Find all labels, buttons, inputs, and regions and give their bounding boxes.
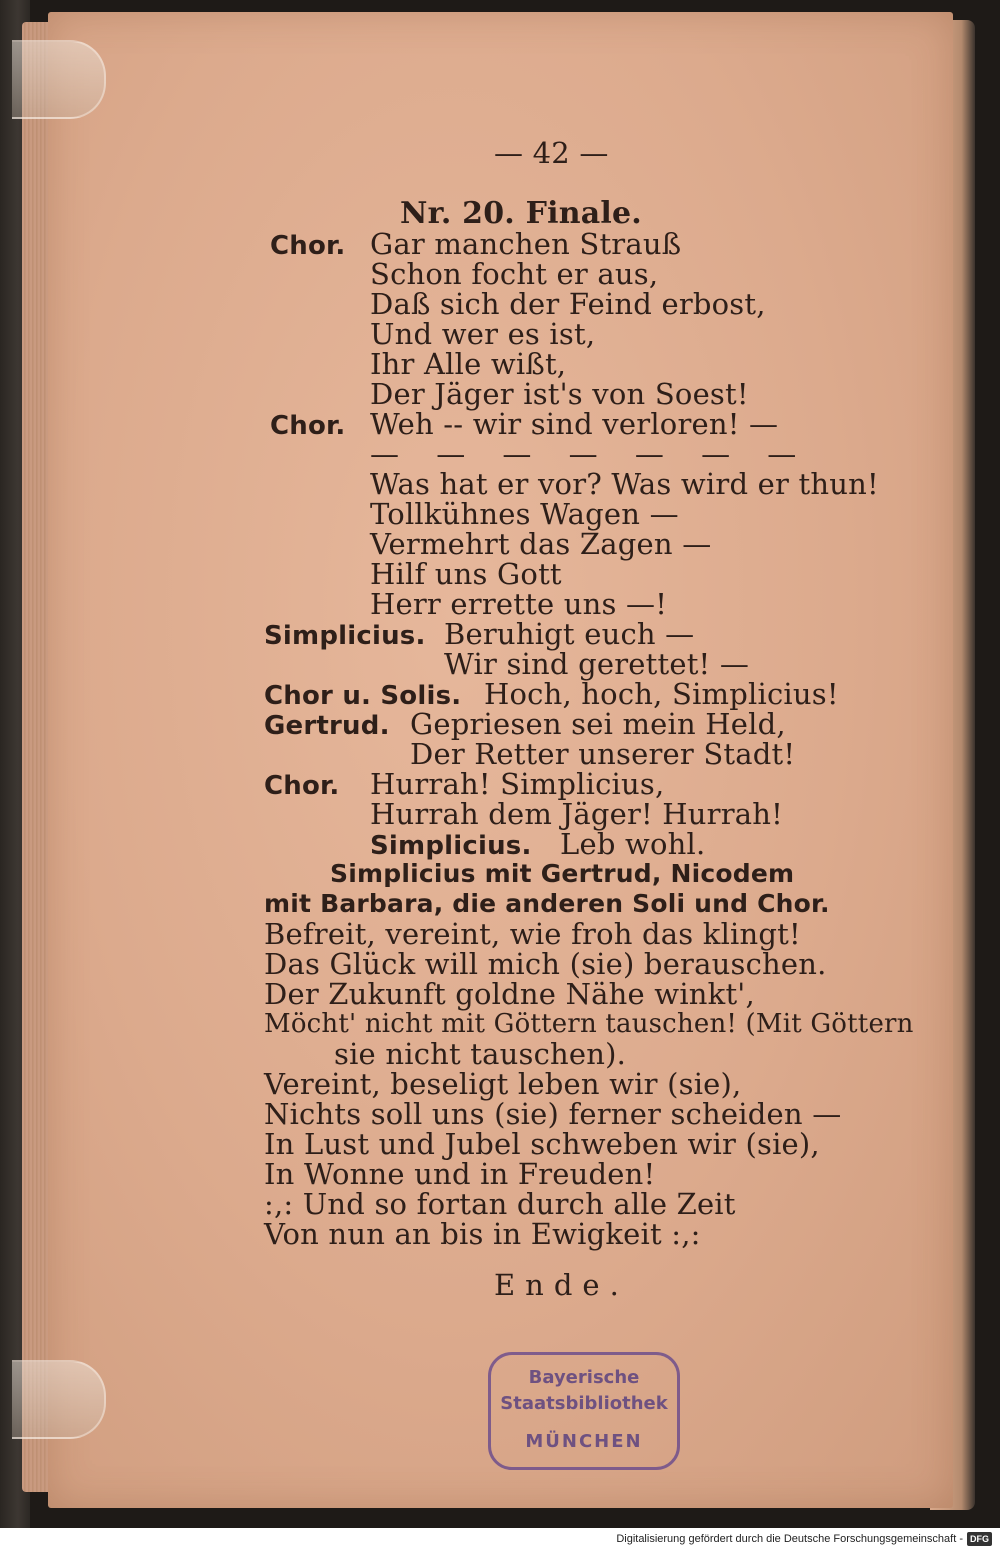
page-clip-top xyxy=(12,40,106,119)
verse-line: Befreit, vereint, wie froh das klingt! xyxy=(264,917,801,951)
verse-line: Wir sind gerettet! — xyxy=(444,647,750,681)
page-clip-bottom xyxy=(12,1360,106,1439)
verse-line: Chor. Gar manchen Strauß xyxy=(270,227,682,261)
verse-line: Der Jäger ist's von Soest! xyxy=(370,377,749,411)
verse-line: Schon focht er aus, xyxy=(370,257,659,291)
ensemble-direction: mit Barbara, die anderen Soli und Chor. xyxy=(264,889,830,918)
verse-line: Das Glück will mich (sie) berauschen. xyxy=(264,947,827,981)
verse-line: Von nun an bis in Ewigkeit :,: xyxy=(264,1217,701,1251)
verse-line: Nichts soll uns (sie) ferner scheiden — xyxy=(264,1097,842,1131)
verse-line: :,: Und so fortan durch alle Zeit xyxy=(264,1187,736,1221)
verse-line: In Wonne und in Freuden! xyxy=(264,1157,656,1191)
verse-line: Herr errette uns —! xyxy=(370,587,668,621)
end-marker: Ende. xyxy=(494,1268,629,1302)
verse-line: Daß sich der Feind erbost, xyxy=(370,287,766,321)
verse-line: Tollkühnes Wagen — xyxy=(370,497,679,531)
verse-line: Vermehrt das Zagen — xyxy=(370,527,712,561)
verse-line: Chor u. Solis. Hoch, hoch, Simplicius! xyxy=(264,677,839,711)
verse-line: Hilf uns Gott xyxy=(370,557,562,591)
dash-line: — — — — — — — xyxy=(370,437,811,471)
footer-text: Digitalisierung gefördert durch die Deutsche Forschungsgemeinschaft - xyxy=(616,1533,963,1545)
verse-line: Simplicius. Beruhigt euch — xyxy=(264,617,695,651)
verse-line: Chor. Hurrah! Simplicius, xyxy=(264,767,665,801)
page-number: — 42 — xyxy=(494,136,609,170)
verse-line: Ihr Alle wißt, xyxy=(370,347,567,381)
stamp-line: MÜNCHEN xyxy=(525,1431,643,1452)
verse-line: Der Retter unserer Stadt! xyxy=(410,737,796,771)
verse-line: In Lust und Jubel schweben wir (sie), xyxy=(264,1127,820,1161)
ensemble-direction: Simplicius mit Gertrud, Nicodem xyxy=(330,859,795,888)
section-heading: Nr. 20. Finale. xyxy=(400,196,642,231)
verse-line: Möcht' nicht mit Göttern tauschen! (Mit Göttern xyxy=(264,1009,914,1039)
stamp-line: Staatsbibliothek xyxy=(500,1393,668,1414)
verse-line: Hurrah dem Jäger! Hurrah! xyxy=(370,797,784,831)
verse-line: Gertrud. Gepriesen sei mein Held, xyxy=(264,707,786,741)
footer xyxy=(616,1529,992,1549)
verse-line: sie nicht tauschen). xyxy=(334,1037,627,1071)
verse-line: Und wer es ist, xyxy=(370,317,596,351)
verse-line: Simplicius. Leb wohl. xyxy=(370,827,706,861)
verse-line: Der Zukunft goldne Nähe winkt', xyxy=(264,977,755,1011)
verse-line: Was hat er vor? Was wird er thun! xyxy=(370,467,879,501)
verse-line: Vereint, beseligt leben wir (sie), xyxy=(264,1067,742,1101)
verse-line: Chor. Weh -- wir sind verloren! — xyxy=(270,407,779,441)
dfg-logo: DFG xyxy=(967,1532,992,1546)
stamp-line: Bayerische xyxy=(528,1367,640,1388)
library-stamp xyxy=(488,1352,680,1470)
